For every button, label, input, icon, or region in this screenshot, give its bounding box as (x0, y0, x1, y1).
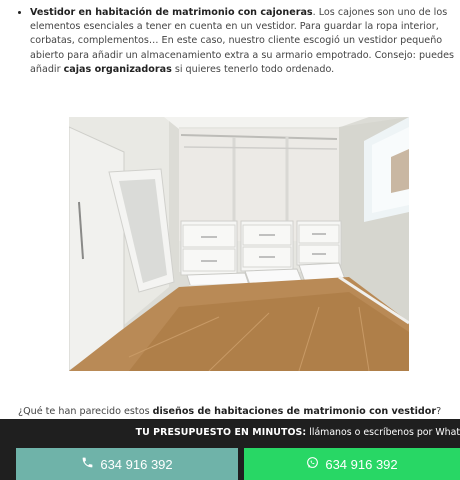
article-bullet (18, 6, 454, 77)
cta-text (0, 427, 460, 438)
question-suffix: ? (436, 406, 442, 417)
question-prefix: ¿Qué te han parecido estos (18, 406, 153, 417)
call-button-label: 634 916 392 (100, 456, 173, 472)
whatsapp-icon (306, 456, 325, 472)
whatsapp-button[interactable] (244, 448, 460, 480)
list-item (30, 6, 454, 77)
walk-in-closet-photo (69, 117, 409, 371)
cta-bold: TU PRESUPUESTO EN MINUTOS: (135, 427, 307, 438)
bullet-text-2: si quieres tenerlo todo ordenado. (171, 63, 335, 75)
phone-icon (81, 456, 100, 472)
bullet-list (18, 6, 454, 77)
call-button[interactable] (16, 448, 238, 480)
cta-body: llámanos o escríbenos por What (306, 427, 460, 438)
question-bold: diseños de habitaciones de matrimonio con vestidor (152, 406, 437, 417)
bullet-bold-lead: Vestidor en habitación de matrimonio con cajoneras (30, 7, 313, 18)
closing-question (18, 406, 458, 418)
whatsapp-button-label: 634 916 392 (325, 456, 398, 472)
bullet-bold-link[interactable]: cajas organizadoras (63, 63, 172, 75)
bullet-text-1: . Los cajones son uno de los elementos esenciales a tener en cuenta en un vestidor. Para guardar la ropa interior, corbatas, complementos… En este caso, nuestro cliente escogió un vestidor pequeño abierto para añadir un almacenamiento extra a su armario empotrado. Consejo: puedes añadir (30, 7, 455, 75)
